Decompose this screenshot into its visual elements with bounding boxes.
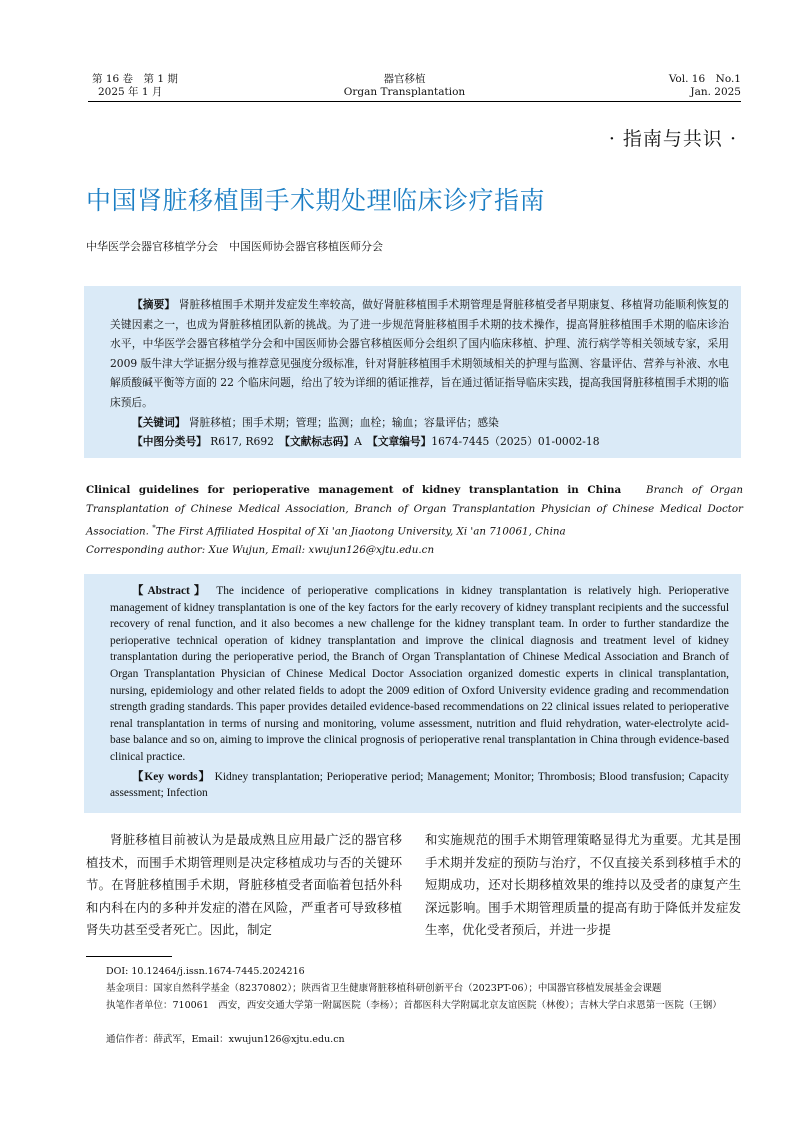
footnote-units: 执笔作者单位：710061 西安，西安交通大学第一附属医院（李杨）；首都医科大学附属北京友谊医院（林俊）；吉林大学白求恩第一医院（王钢） <box>106 1000 722 1011</box>
paper-title: 中国肾脏移植围手术期处理临床诊疗指南 <box>86 186 546 215</box>
header-rule <box>88 101 741 102</box>
journal-name-cn: 器官移植 <box>383 73 426 85</box>
keywords-cn-text: 肾脏移植；围手术期；管理；监测；血栓；输血；容量评估；感染 <box>188 415 499 429</box>
doccode-label: 【文献标志码】 <box>284 435 355 449</box>
footnote-rule <box>86 956 172 957</box>
volume-issue-en: Vol. 16 No.1 <box>668 73 741 85</box>
footnote-doi: DOI: 10.12464/j.issn.1674-7445.2024216 <box>106 966 305 977</box>
articleno-label: 【文章编号】 <box>372 435 432 449</box>
clc-value: R617, R692 <box>210 435 274 449</box>
section-tag: · 指南与共识 · <box>608 128 737 150</box>
english-org: Branch of Organ Transplantation of Chinese Medical Association, Branch of Organ Transplantation Physician of Chinese Medical Doctor Association. <box>86 484 743 538</box>
abstract-en-box <box>84 574 741 813</box>
keywords-en-text: Kidney transplantation; Perioperative period; Management; Monitor; Thrombosis; Blood transfusion; Capacity assessment; Infection <box>110 770 729 800</box>
english-title-block <box>86 481 743 560</box>
english-corresponding: Corresponding author: Xue Wujun, Email: xwujun126@xjtu.edu.cn <box>86 544 435 557</box>
keywords-cn-label: 【关键词】 <box>132 415 186 429</box>
english-affiliation: The First Affiliated Hospital of Xi 'an Jiaotong University, Xi 'an 710061, China <box>155 525 566 538</box>
clc-label: 【中图分类号】 <box>132 435 207 449</box>
affiliation-mark: * <box>152 524 156 532</box>
articleno-value: 1674-7445（2025）01-0002-18 <box>431 435 600 449</box>
journal-name-en: Organ Transplantation <box>343 86 466 98</box>
english-title: Clinical guidelines for perioperative management of kidney transplantation in China <box>86 484 622 496</box>
issue-date-cn: 2025 年 1 月 <box>98 86 163 98</box>
abstract-cn-label: 【摘要】 <box>132 298 176 311</box>
abstract-en-label: 【Abstract】 <box>132 585 210 597</box>
keywords-en-label: 【Key words】 <box>132 770 211 783</box>
footnote-funding: 基金项目：国家自然科学基金（82370802）；陕西省卫生健康肾脏移植科研创新平台（2023PT-06）；中国器官移植发展基金会课题 <box>106 983 662 994</box>
abstract-cn-text: 肾脏移植围手术期并发症发生率较高，做好肾脏移植围手术期管理是肾脏移植受者早期康复、移植肾功能顺利恢复的关键因素之一，也成为肾脏移植团队新的挑战。为了进一步规范肾脏移植围手术期的技术操作，提高肾脏移植围手术期的临床诊治水平，中华医学会器官移植学分会和中国医师协会器官移植医师分会组织了国内临床移植、护理、流行病学等相关领域专家，采用 2009 版牛津大学证据分级与推荐意见强度分级标准，针对肾脏移植围手术期领域相关的护理与监测、容量评估、营养与补液、水电解质酸碱平衡等方面的 22 个临床问题，给出了较为详细的循证推荐，旨在通过循证指导临床实践，提高我国肾脏移植围手术期的临床预后。 <box>110 298 729 409</box>
classification-line <box>110 432 729 452</box>
abstract-en <box>110 583 729 766</box>
journal-volume-issue-en <box>669 73 741 99</box>
abstract-cn-box <box>84 286 741 458</box>
paper-authors: 中华医学会器官移植学分会 中国医师协会器官移植医师分会 <box>86 240 383 253</box>
abstract-cn <box>110 295 729 413</box>
footnote-corresponding: 通信作者：薛武军，Email：xwujun126@xjtu.edu.cn <box>106 1034 345 1045</box>
body-column-1: 肾脏移植目前被认为是最成熟且应用最广泛的器官移植技术，而围手术期管理则是决定移植成功与否的关键环节。在肾脏移植围手术期，肾脏移植受者面临着包括外科和内科在内的多种并发症的潜在风险，严重者可导致移植肾失功甚至受者死亡。因此，制定 <box>86 832 402 938</box>
abstract-en-text: The incidence of perioperative complications in kidney transplantation is relatively high. Perioperative management of kidney transplantation is one of the key factors for the early recovery of kidney transplant recipients and the successful recovery of renal function, and it also becomes a new challenge for the kidney transplant team. In order to further standardize the perioperative technical operation of kidney transplantation and improve the clinical diagnosis and treatment level of kidney transplantation during the perioperative period, the Branch of Organ Transplantation of Chinese Medical Association and Branch of Organ Transplantation Physician of Chinese Medical Doctor Association organized domestic experts in clinical transplantation, nursing, epidemiology and other related fields to adopt the 2009 edition of Oxford University evidence grading and recommendation strength grading standards. This paper provides detailed evidence-based recommendations on 22 clinical issues related to perioperative renal transplantation in terms of nursing and monitoring, volume assessment, nutrition and fluid rehydration, water-electrolyte acid-base balance and so on, aiming to improve the clinical prognosis of perioperative renal transplantation in China through evidence-based clinical practice. <box>110 585 730 763</box>
doccode-value: A <box>354 435 362 449</box>
volume-issue-cn: 第 16 卷 第 1 期 <box>92 73 178 85</box>
keywords-en <box>110 769 729 802</box>
body-column-2: 和实施规范的围手术期管理策略显得尤为重要。尤其是围手术期并发症的预防与治疗，不仅直接关系到移植手术的短期成功，还对长期移植效果的维持以及受者的康复产生深远影响。围手术期管理质量的提高有助于降低并发症发生率，优化受者预后，并进一步提 <box>425 832 741 938</box>
issue-date-en: Jan. 2025 <box>690 86 741 98</box>
keywords-cn <box>110 413 729 433</box>
